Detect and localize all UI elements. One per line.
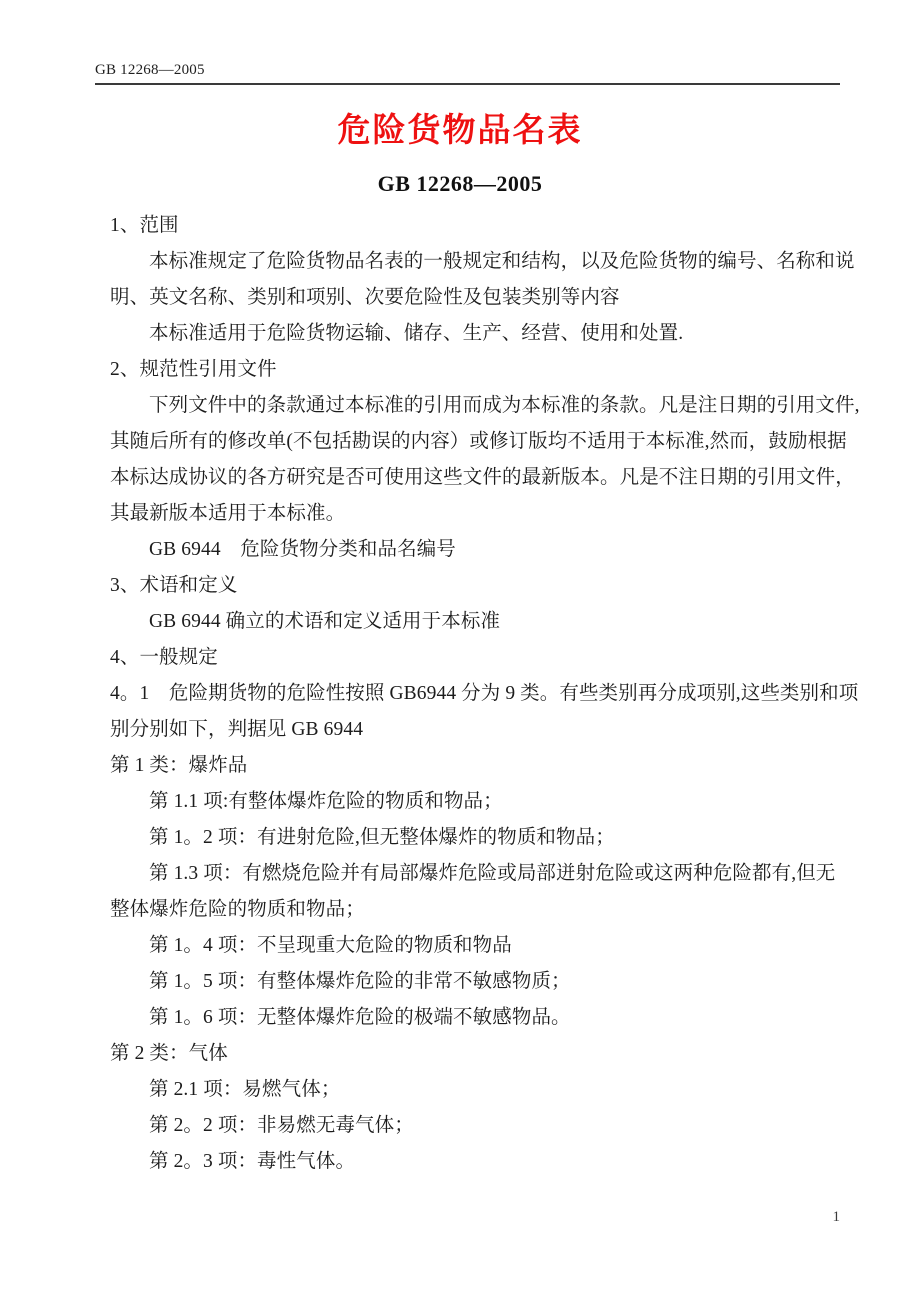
sec2-p1-l3: 本标达成协议的各方研究是否可使用这些文件的最新版本。凡是不注日期的引用文件， (110, 467, 855, 488)
sec3-p1: GB 6944 确立的术语和定义适用于本标准 (149, 611, 501, 632)
sec2-p1-l2: 其随后所有的修改单(不包括勘误的内容）或修订版均不适用于本标准,然而，鼓励根据 (110, 431, 847, 452)
sec4-heading: 4、一般规定 (110, 647, 218, 668)
sec2-p1-l1: 下列文件中的条款通过本标准的引用而成为本标准的条款。凡是注日期的引用文件, (149, 395, 860, 416)
class1-item2: 第 1。2 项：有进射危险,但无整体爆炸的物质和物品； (149, 827, 615, 848)
class1-heading: 第 1 类：爆炸品 (110, 755, 248, 776)
sec1-heading: 1、范围 (110, 215, 179, 236)
class1-item4: 第 1。4 项：不呈现重大危险的物质和物品 (149, 935, 512, 956)
document-body (110, 208, 860, 1180)
page-number: 1 (832, 1209, 840, 1225)
sec1-p1-l2: 明、英文名称、类别和项别、次要危险性及包装类别等内容 (110, 287, 620, 308)
class1-item3-l1: 第 1.3 项：有燃烧危险并有局部爆炸危险或局部迸射危险或这两种危险都有,但无 (149, 863, 836, 884)
sec1-p2: 本标准适用于危险货物运输、储存、生产、经营、使用和处置. (149, 323, 684, 344)
class2-heading: 第 2 类：气体 (110, 1043, 228, 1064)
sec2-p1-l4: 其最新版本适用于本标准。 (110, 503, 346, 524)
running-header (95, 61, 840, 85)
sec1-p1-l1: 本标准规定了危险货物品名表的一般规定和结构，以及危险货物的编号、名称和说 (149, 251, 855, 272)
document-subtitle: GB 12268—2005 (377, 171, 543, 196)
sec4-1-l2: 别分别如下，判据见 GB 6944 (110, 719, 364, 740)
class2-item2: 第 2。2 项：非易燃无毒气体； (149, 1115, 414, 1136)
sec3-heading: 3、术语和定义 (110, 575, 238, 596)
class1-item5: 第 1。5 项：有整体爆炸危险的非常不敏感物质； (149, 971, 571, 992)
class1-item3-l2: 整体爆炸危险的物质和物品； (110, 899, 365, 920)
header-standard-code: GB 12268—2005 (95, 62, 205, 78)
sec2-ref: GB 6944 危险货物分类和品名编号 (149, 539, 456, 560)
class1-item1: 第 1.1 项:有整体爆炸危险的物质和物品； (149, 791, 503, 812)
class2-item3: 第 2。3 项：毒性气体。 (149, 1151, 356, 1172)
sec4-1-l1: 4。1 危险期货物的危险性按照 GB6944 分为 9 类。有些类别再分成项别,这些类别和项 (110, 683, 859, 704)
class1-item6: 第 1。6 项：无整体爆炸危险的极端不敏感物品。 (149, 1007, 571, 1028)
header-divider (95, 83, 840, 85)
sec2-heading: 2、规范性引用文件 (110, 359, 277, 380)
document-title: 危险货物品名表 (337, 110, 583, 149)
class2-item1: 第 2.1 项：易燃气体； (149, 1079, 341, 1100)
